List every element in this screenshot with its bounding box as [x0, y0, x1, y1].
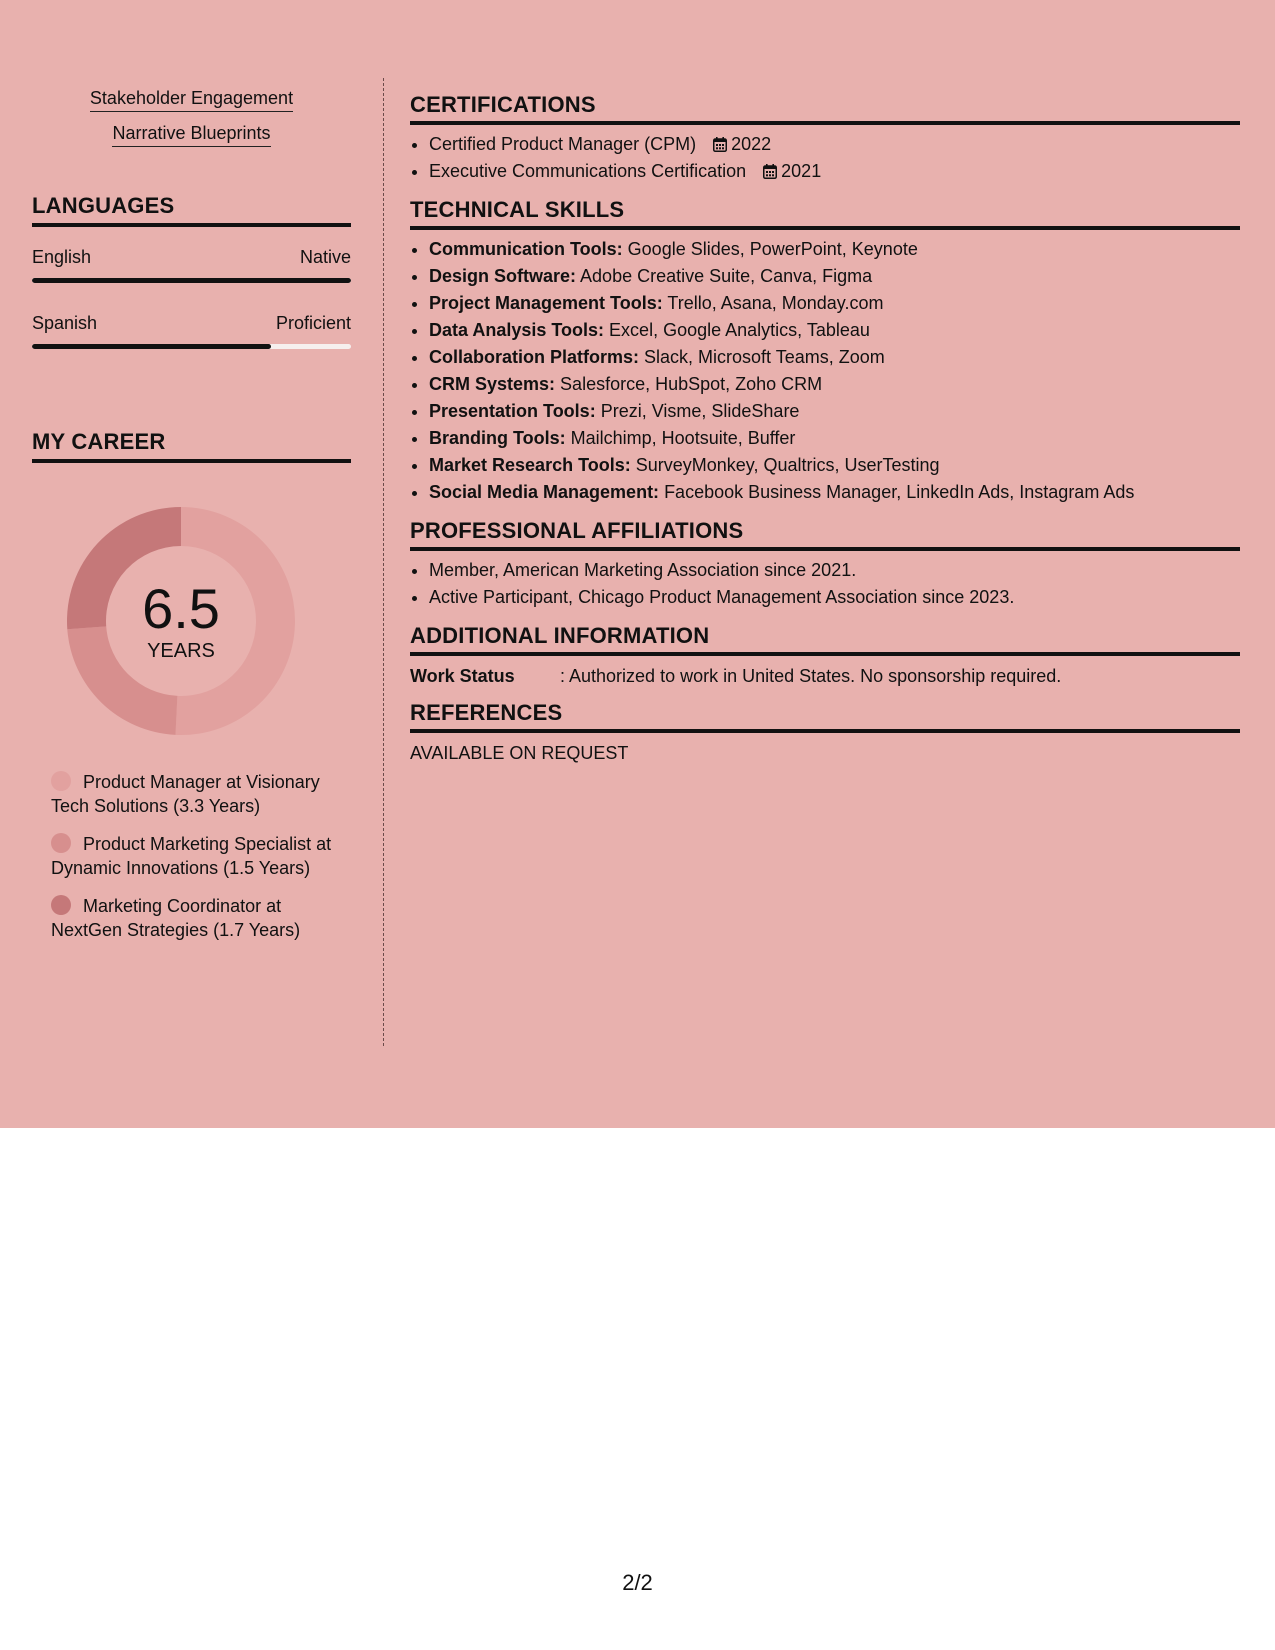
- donut-center: [66, 506, 296, 736]
- career-legend-item: [51, 770, 351, 818]
- skill-item: [429, 344, 1240, 371]
- certification-name: Certified Product Manager (CPM): [429, 134, 697, 154]
- skill-label: Communication Tools:: [429, 239, 623, 259]
- skill-tag: [32, 88, 351, 112]
- language-bar: [32, 344, 351, 349]
- certifications-section: [410, 92, 1240, 185]
- skill-item: [429, 425, 1240, 452]
- skill-label: CRM Systems:: [429, 374, 556, 394]
- language-level: Native: [299, 247, 351, 267]
- calendar-icon: [763, 164, 777, 179]
- language-row: [32, 247, 351, 283]
- career-legend-item: [51, 894, 351, 942]
- affiliation-item: • Member, American Marketing Association since 2021.: [429, 557, 1240, 584]
- skill-label: Project Management Tools:: [429, 293, 663, 313]
- career-total-value: 6.5: [142, 576, 220, 640]
- skill-item: [429, 371, 1240, 398]
- skill-value: Prezi, Visme, SlideShare: [595, 401, 800, 421]
- skill-item: [429, 452, 1240, 479]
- skill-label: Collaboration Platforms:: [429, 347, 640, 367]
- additional-info-section: [410, 623, 1240, 688]
- calendar-icon: [713, 137, 727, 152]
- language-level: Proficient: [275, 313, 351, 333]
- skill-tag-label: Narrative Blueprints: [112, 123, 270, 147]
- skill-item: [429, 398, 1240, 425]
- affiliations-list: [410, 557, 1240, 611]
- skill-value: Adobe Creative Suite, Canva, Figma: [576, 266, 873, 286]
- career-heading: MY CAREER: [32, 429, 351, 463]
- skill-value: SurveyMonkey, Qualtrics, UserTesting: [630, 455, 940, 475]
- legend-label: Product Marketing Specialist at Dynamic Innovations (1.5 Years): [51, 834, 332, 878]
- certification-name: Executive Communications Certification: [429, 161, 747, 181]
- technical-skills-heading: TECHNICAL SKILLS: [410, 197, 1240, 230]
- work-status-row: [410, 664, 1240, 688]
- column-divider: [383, 78, 384, 1046]
- skill-value: Google Slides, PowerPoint, Keynote: [622, 239, 918, 259]
- skill-item: [429, 290, 1240, 317]
- career-section: [32, 429, 351, 942]
- skill-item: [429, 317, 1240, 344]
- affiliations-section: [410, 518, 1240, 611]
- legend-dot: [51, 895, 71, 915]
- certifications-heading: CERTIFICATIONS: [410, 92, 1240, 125]
- skill-item: [429, 263, 1240, 290]
- skill-item: [429, 236, 1240, 263]
- language-name: Spanish: [32, 313, 98, 333]
- skill-value: Slack, Microsoft Teams, Zoom: [639, 347, 885, 367]
- certification-year: 2022: [731, 134, 772, 154]
- language-bar: [32, 278, 351, 283]
- work-status-value: : Authorized to work in United States. No sponsorship required.: [560, 666, 1062, 686]
- skill-label: Market Research Tools:: [429, 455, 631, 475]
- skill-tag: [32, 123, 351, 147]
- skill-label: Presentation Tools:: [429, 401, 596, 421]
- skill-tag-label: Stakeholder Engagement: [90, 88, 293, 112]
- career-donut: [66, 506, 296, 736]
- certification-year: 2021: [781, 161, 822, 181]
- technical-skills-section: [410, 197, 1240, 506]
- references-heading: REFERENCES: [410, 700, 1240, 733]
- references-text: AVAILABLE ON REQUEST: [410, 743, 629, 763]
- additional-info-heading: ADDITIONAL INFORMATION: [410, 623, 1240, 656]
- page-number: 2/2: [622, 1570, 653, 1595]
- references-section: [410, 700, 1240, 764]
- affiliation-item: • Active Participant, Chicago Product Management Association since 2023.: [429, 584, 1240, 611]
- skill-value: Salesforce, HubSpot, Zoho CRM: [555, 374, 823, 394]
- skill-label: Branding Tools:: [429, 428, 566, 448]
- work-status-label: Work Status: [410, 666, 515, 686]
- skill-label: Social Media Management:: [429, 482, 660, 502]
- skill-label: Design Software:: [429, 266, 577, 286]
- languages-heading: LANGUAGES: [32, 193, 351, 227]
- language-row: [32, 313, 351, 349]
- skill-value: Excel, Google Analytics, Tableau: [604, 320, 870, 340]
- main-column: [410, 92, 1240, 776]
- career-total-unit: YEARS: [147, 639, 215, 662]
- certification-item: [429, 131, 1240, 158]
- legend-label: Product Manager at Visionary Tech Solutions (3.3 Years): [51, 772, 320, 816]
- technical-skills-list: [410, 236, 1240, 506]
- legend-dot: [51, 771, 71, 791]
- career-legend-item: [51, 832, 351, 880]
- skill-label: Data Analysis Tools:: [429, 320, 605, 340]
- legend-label: Marketing Coordinator at NextGen Strategies (1.7 Years): [51, 896, 301, 940]
- languages-section: [32, 193, 351, 349]
- affiliations-heading: PROFESSIONAL AFFILIATIONS: [410, 518, 1240, 551]
- certification-item: [429, 158, 1240, 185]
- career-legend: [51, 770, 351, 942]
- language-name: English: [32, 247, 92, 267]
- certifications-list: [410, 131, 1240, 185]
- skill-item: [429, 479, 1240, 506]
- legend-dot: [51, 833, 71, 853]
- language-bar-fill: [32, 344, 271, 349]
- skill-value: Mailchimp, Hootsuite, Buffer: [565, 428, 796, 448]
- language-bar-fill: [32, 278, 351, 283]
- sidebar: [32, 76, 351, 1046]
- skill-value: Trello, Asana, Monday.com: [662, 293, 884, 313]
- skill-value: Facebook Business Manager, LinkedIn Ads, Instagram Ads: [659, 482, 1135, 502]
